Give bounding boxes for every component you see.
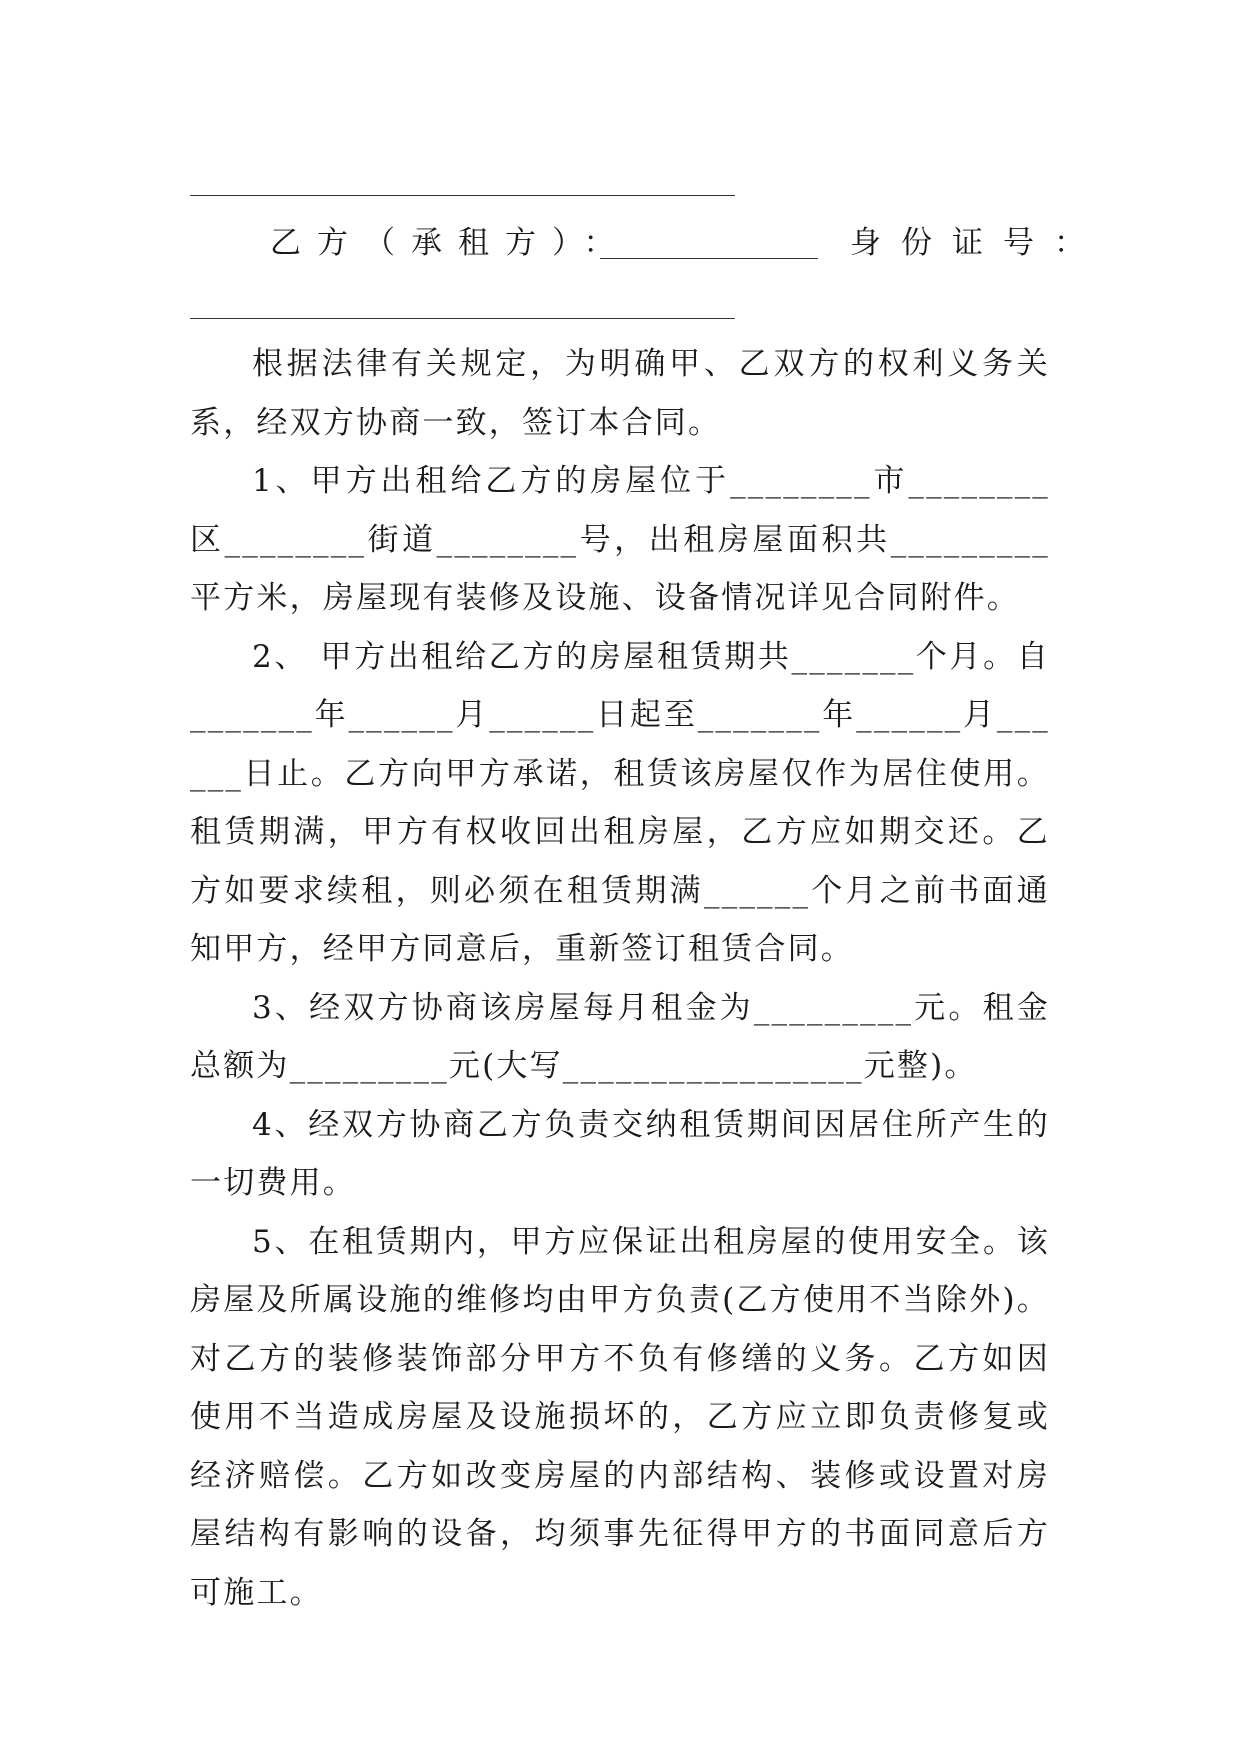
- id-number-blank-line: [190, 318, 735, 319]
- clause-5-paragraph: 5、在租赁期内，甲方应保证出租房屋的使用安全。该房屋及所属设施的维修均由甲方负责(乙方使用不当除外)。对乙方的装修装饰部分甲方不负有修缮的义务。乙方如因使用不当造成房屋及设施损坏的，乙方应立即负责修复或经济赔偿。乙方如改变房屋的内部结构、装修或设置对房屋结构有影响的设备，均须事先征得甲方的书面同意后方可施工。: [190, 1223, 1050, 1611]
- party-b-line: [190, 218, 1105, 268]
- fill-in-blank-line: [190, 195, 735, 196]
- intro-paragraph: 根据法律有关规定，为明确甲、乙双方的权利义务关系，经双方协商一致，签订本合同。: [190, 346, 1050, 441]
- contract-body: [190, 335, 1050, 1622]
- clause-4-paragraph: 4、经双方协商乙方负责交纳租赁期间因居住所产生的一切费用。: [190, 1106, 1050, 1201]
- party-b-id-label: 身份证号：: [850, 225, 1105, 261]
- party-b-label: 乙方（承租方）：: [270, 225, 631, 261]
- clause-1-paragraph: 1、甲方出租给乙方的房屋位于________市________区________街道________号，出租房屋面积共_________平方米，房屋现有装修及设施、设备情况详见合同附件。: [190, 463, 1050, 616]
- party-b-name-blank: [600, 258, 818, 259]
- clause-3-paragraph: 3、经双方协商该房屋每月租金为_________元。租金总额为_________元(大写_________________元整)。: [190, 989, 1050, 1084]
- clause-2-paragraph: 2、 甲方出租给乙方的房屋租赁期共_______个月。自_______年______月______日起至_______年______月______日止。乙方向甲方承诺，租赁该房屋仅作为居住使用。租赁期满，甲方有权收回出租房屋，乙方应如期交还。乙方如要求续租，则必须在租赁期满______个月之前书面通知甲方，经甲方同意后，重新签订租赁合同。: [190, 638, 1050, 967]
